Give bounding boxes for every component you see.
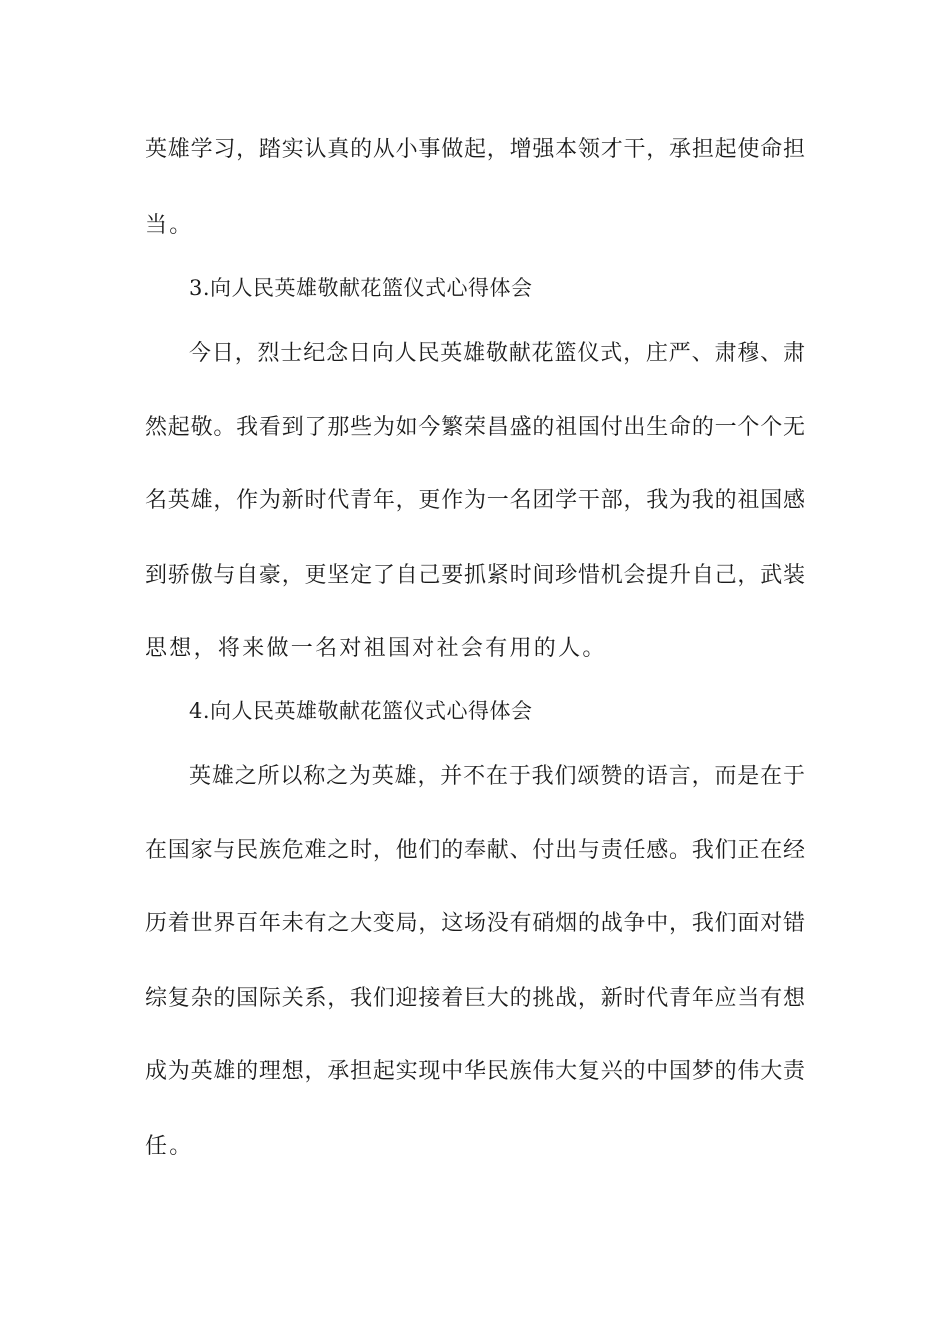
paragraph-line: 历着世界百年未有之大变局，这场没有硝烟的战争中，我们面对错 xyxy=(145,911,805,936)
paragraph-line: 今日，烈士纪念日向人民英雄敬献花篮仪式，庄严、肃穆、肃 xyxy=(189,341,805,366)
paragraph-line: 成为英雄的理想，承担起实现中华民族伟大复兴的中国梦的伟大责 xyxy=(145,1059,805,1084)
paragraph-line: 综复杂的国际关系，我们迎接着巨大的挑战，新时代青年应当有想 xyxy=(145,986,805,1011)
section-heading-3: 3.向人民英雄敬献花篮仪式心得体会 xyxy=(189,276,533,300)
paragraph-line: 英雄之所以称之为英雄，并不在于我们颂赞的语言，而是在于 xyxy=(189,764,805,789)
paragraph-line: 英雄学习，踏实认真的从小事做起，增强本领才干，承担起使命担 xyxy=(145,137,805,162)
paragraph-line: 任。 xyxy=(145,1134,194,1159)
paragraph-line: 当。 xyxy=(145,213,194,238)
section-heading-4: 4.向人民英雄敬献花篮仪式心得体会 xyxy=(189,699,533,723)
paragraph-line: 到骄傲与自豪，更坚定了自己要抓紧时间珍惜机会提升自己，武装 xyxy=(145,563,805,588)
paragraph-line: 在国家与民族危难之时，他们的奉献、付出与责任感。我们正在经 xyxy=(145,838,805,863)
paragraph-line: 思想，将来做一名对祖国对社会有用的人。 xyxy=(145,636,607,661)
paragraph-line: 然起敬。我看到了那些为如今繁荣昌盛的祖国付出生命的一个个无 xyxy=(145,415,805,440)
paragraph-line: 名英雄，作为新时代青年，更作为一名团学干部，我为我的祖国感 xyxy=(145,488,805,513)
